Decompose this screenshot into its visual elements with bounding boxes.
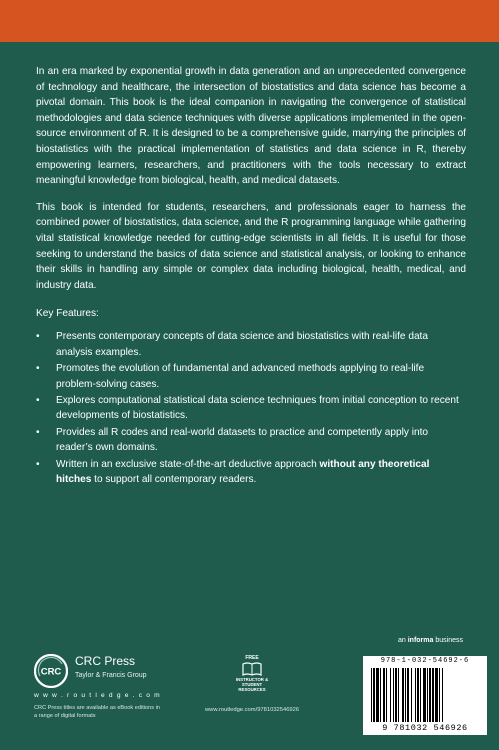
publisher-website: w w w . r o u t l e d g e . c o m — [34, 692, 161, 699]
instructor-resources-badge — [233, 655, 271, 692]
key-features-list — [36, 329, 466, 487]
list-item: • Explores computational statistical data science techniques from initial conception to recent developments of biostatistics. — [36, 394, 459, 422]
free-label: FREE — [245, 655, 259, 661]
key-features-heading: Key Features: — [36, 308, 99, 320]
publisher-name: CRC Press — [75, 654, 136, 668]
isbn-number: 978-1-032-54692-6 — [380, 657, 470, 665]
audience-paragraph: This book is intended for students, researchers, and professionals eager to harness the combined power of biostatistics, data science, and the R programming language while gathering vital statistical knowledge needed for cutting-edge scientists in all fields. It is useful for those seeking to understand the basics of data science and statistical analysis, or looking to enhance their skills in handling any simple or complex data including biological, health, medical, and industry data. — [36, 201, 466, 291]
list-item: • Presents contemporary concepts of data science and biostatistics with real-life data analysis examples. — [36, 331, 428, 358]
top-color-band — [0, 0, 499, 42]
informa-business-label: an informa business — [398, 637, 463, 644]
crc-press-logo-icon — [34, 654, 68, 688]
barcode-digits: 9 781032 546926 — [382, 723, 468, 733]
publisher-group: Taylor & Francis Group — [75, 672, 147, 679]
svg-text:CRC: CRC — [40, 666, 62, 678]
instructor-resources-label: INSTRUCTOR & STUDENT RESOURCES — [235, 677, 269, 692]
bullet-icon: • — [36, 363, 40, 375]
bullet-icon: • — [36, 426, 40, 438]
bullet-icon: • — [36, 458, 40, 470]
intro-paragraph: In an era marked by exponential growth in data generation and an unprecedented convergence of technology and healthcare, the intersection of biostatistics and data science has become a pivotal domain. This book is the ideal companion in navigating the convergence of statistical methodologies and data science techniques with diverse applications implemented in the open-source environment of R. It is designed to be a comprehensive guide, marrying the principles of biostatistics with the practical implementation of statistics and data science in R, thereby empowering learners, researchers, and practitioners with the tools necessary to extract meaningful knowledge from biological, health, and medical datasets. — [36, 66, 466, 187]
back-cover-text — [36, 64, 466, 488]
resources-url: www.routledge.com/9781032546926 — [205, 707, 300, 713]
ean13-barcode-icon — [369, 668, 481, 722]
bullet-icon: • — [36, 331, 40, 343]
ebook-note: CRC Press titles are available as eBook editions in a range of digital formats — [34, 705, 160, 719]
list-item: • Provides all R codes and real-world datasets to practice and competently apply into reader’s own domains. — [36, 426, 428, 454]
bullet-icon: • — [36, 394, 40, 406]
list-item: • Promotes the evolution of fundamental and advanced methods applying to real-life problem-solving cases. — [36, 363, 425, 390]
isbn-barcode — [363, 656, 487, 735]
list-item: • Written in an exclusive state-of-the-art deductive approach without any theoretical hitches to support all contemporary readers. — [36, 458, 430, 485]
open-book-icon — [242, 662, 262, 676]
